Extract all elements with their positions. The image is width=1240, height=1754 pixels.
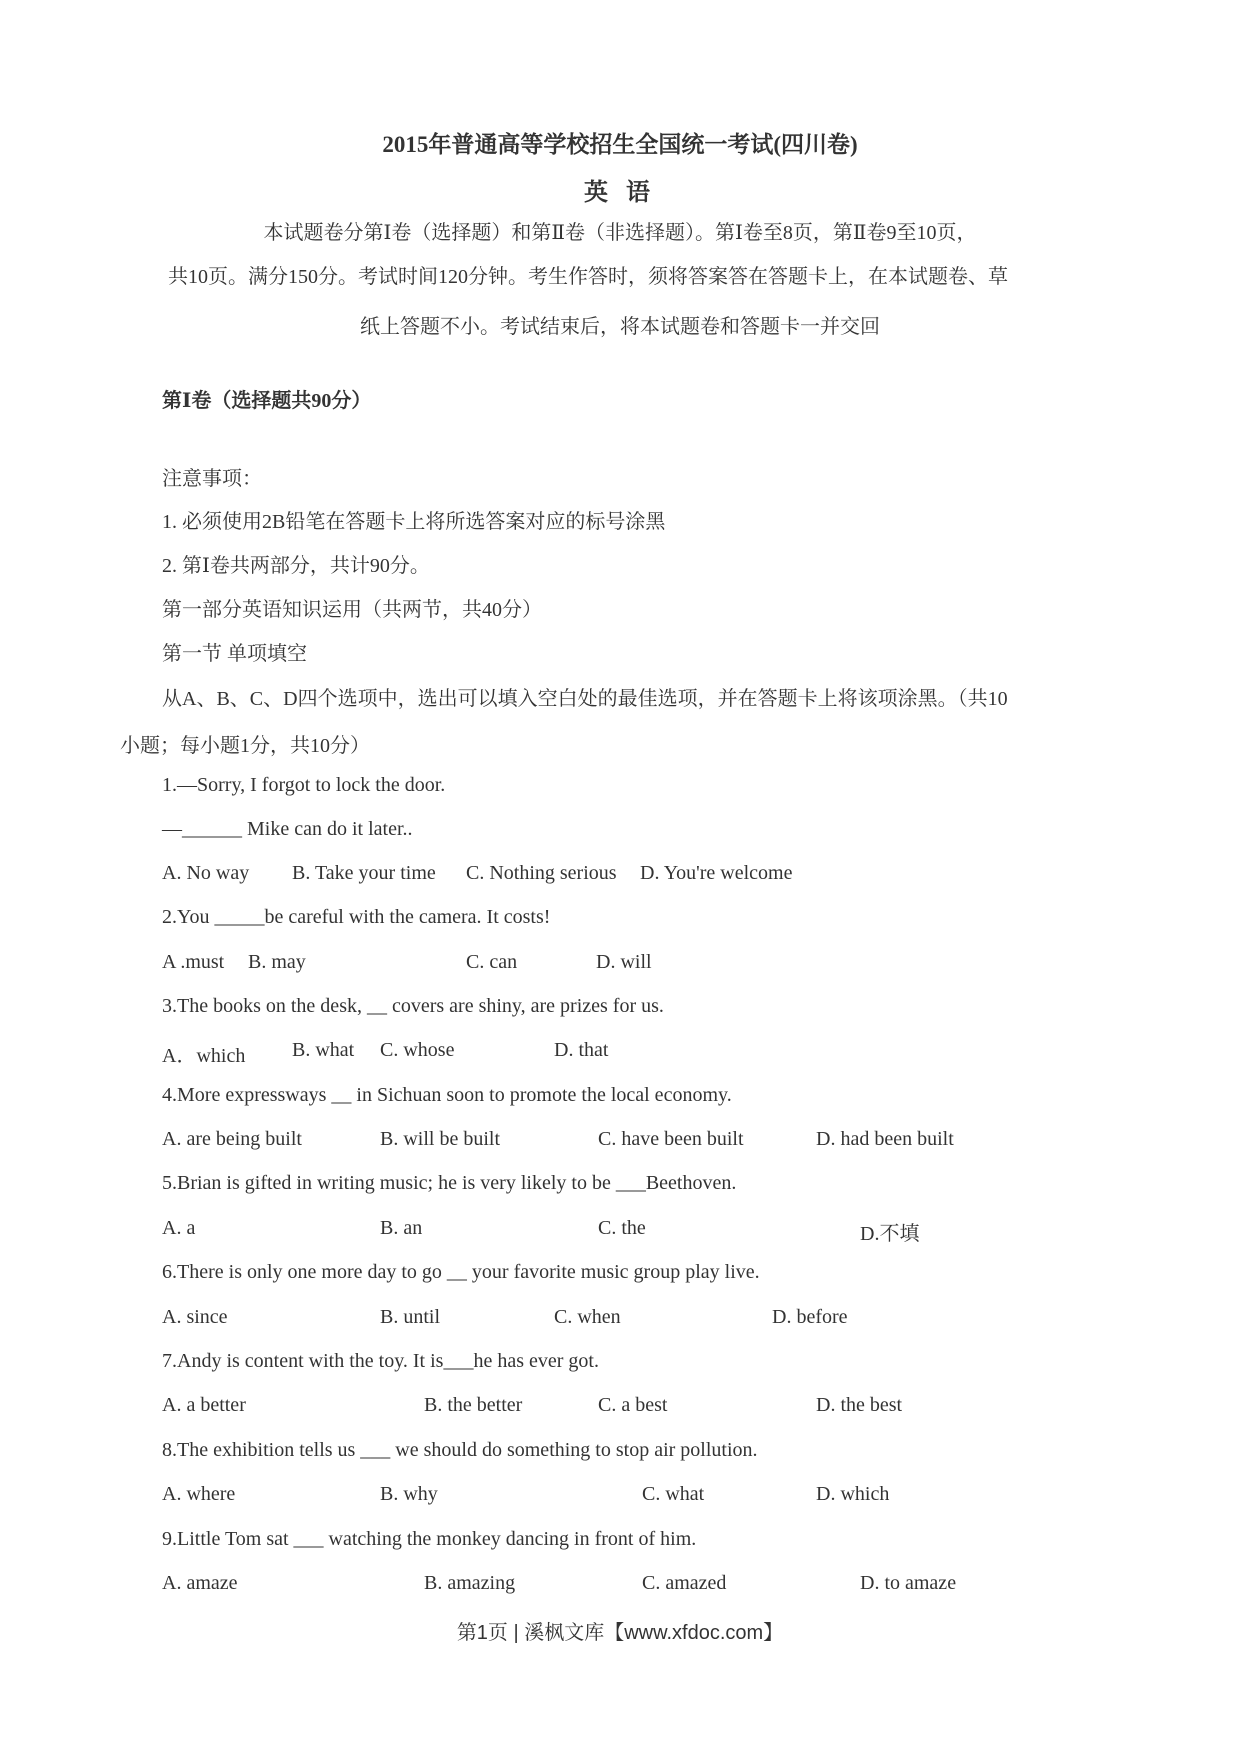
intro-line-3: 纸上答题不小。考试结束后，将本试题卷和答题卡一并交回 xyxy=(360,316,880,338)
question-1-reply: —______ Mike can do it later.. xyxy=(162,818,413,840)
note-1: 1. 必须使用2B铅笔在答题卡上将所选答案对应的标号涂黑 xyxy=(162,511,666,533)
q4-option-a: A. are being built xyxy=(162,1128,302,1150)
q1-option-d: D. You're welcome xyxy=(640,862,793,884)
intro-line-2: 共10页。满分150分。考试时间120分钟。考生作答时，须将答案答在答题卡上，在本试题卷、草 xyxy=(168,266,1008,288)
q8-option-b: B. why xyxy=(380,1483,438,1505)
page-footer: 第1页 | 溪枫文库【www.xfdoc.com】 xyxy=(456,1622,784,1644)
question-3-stem: 3.The books on the desk, __ covers are shiny, are prizes for us. xyxy=(162,995,664,1017)
q4-option-b: B. will be built xyxy=(380,1128,500,1150)
q3-option-d: D. that xyxy=(554,1039,609,1061)
q9-option-c: C. amazed xyxy=(642,1572,727,1594)
intro-line-1: 本试题卷分第Ⅰ卷（选择题）和第Ⅱ卷（非选择题）。第Ⅰ卷至8页，第Ⅱ卷9至10页， xyxy=(263,222,977,244)
q2-option-a: A .must xyxy=(162,951,225,973)
subject-title: 英 语 xyxy=(584,180,656,206)
question-4-stem: 4.More expressways __ in Sichuan soon to promote the local economy. xyxy=(162,1084,732,1106)
question-7-stem: 7.Andy is content with the toy. It is___he has ever got. xyxy=(162,1350,599,1372)
q5-option-b: B. an xyxy=(380,1217,423,1239)
question-2-stem: 2.You _____be careful with the camera. It costs! xyxy=(162,906,551,928)
question-6-stem: 6.There is only one more day to go __ your favorite music group play live. xyxy=(162,1261,760,1283)
q3-option-a: A．which xyxy=(162,1045,246,1067)
question-8-stem: 8.The exhibition tells us ___ we should do something to stop air pollution. xyxy=(162,1439,758,1461)
q7-option-a: A. a better xyxy=(162,1394,246,1416)
q3-option-b: B. what xyxy=(292,1039,355,1061)
subsection-heading: 第一节 单项填空 xyxy=(162,643,307,665)
q7-option-c: C. a best xyxy=(598,1394,668,1416)
question-5-stem: 5.Brian is gifted in writing music; he is very likely to be ___Beethoven. xyxy=(162,1172,737,1194)
q2-option-b: B. may xyxy=(248,951,306,973)
q5-option-a: A. a xyxy=(162,1217,196,1239)
instruction-line-2: 小题；每小题1分，共10分） xyxy=(120,735,370,757)
q1-option-c: C. Nothing serious xyxy=(466,862,617,884)
q6-option-b: B. until xyxy=(380,1306,441,1328)
note-2: 2. 第Ⅰ卷共两部分，共计90分。 xyxy=(162,555,430,577)
q5-option-c: C. the xyxy=(598,1217,646,1239)
q1-option-a: A. No way xyxy=(162,862,250,884)
q6-option-d: D. before xyxy=(772,1306,848,1328)
section-heading: 第Ⅰ卷（选择题共90分） xyxy=(162,390,372,412)
q2-option-d: D. will xyxy=(596,951,652,973)
q7-option-b: B. the better xyxy=(424,1394,523,1416)
q4-option-c: C. have been built xyxy=(598,1128,744,1150)
notes-title: 注意事项： xyxy=(162,468,262,490)
q8-option-d: D. which xyxy=(816,1483,890,1505)
q4-option-d: D. had been built xyxy=(816,1128,954,1150)
q9-option-d: D. to amaze xyxy=(860,1572,957,1594)
q9-option-b: B. amazing xyxy=(424,1572,516,1594)
q6-option-c: C. when xyxy=(554,1306,621,1328)
q1-option-b: B. Take your time xyxy=(292,862,436,884)
q8-option-a: A. where xyxy=(162,1483,236,1505)
part-1-heading: 第一部分英语知识运用（共两节，共40分） xyxy=(162,599,542,621)
q3-option-c: C. whose xyxy=(380,1039,455,1061)
q5-option-d: D.不填 xyxy=(860,1223,920,1245)
question-1-stem: 1.—Sorry, I forgot to lock the door. xyxy=(162,774,446,796)
q2-option-c: C. can xyxy=(466,951,518,973)
exam-title: 2015年普通高等学校招生全国统一考试(四川卷) xyxy=(382,132,858,157)
q8-option-c: C. what xyxy=(642,1483,705,1505)
q7-option-d: D. the best xyxy=(816,1394,903,1416)
q9-option-a: A. amaze xyxy=(162,1572,238,1594)
question-9-stem: 9.Little Tom sat ___ watching the monkey dancing in front of him. xyxy=(162,1528,697,1550)
q6-option-a: A. since xyxy=(162,1306,228,1328)
instruction-line-1: 从A、B、C、D四个选项中，选出可以填入空白处的最佳选项，并在答题卡上将该项涂黑。（共10 xyxy=(162,688,1008,710)
